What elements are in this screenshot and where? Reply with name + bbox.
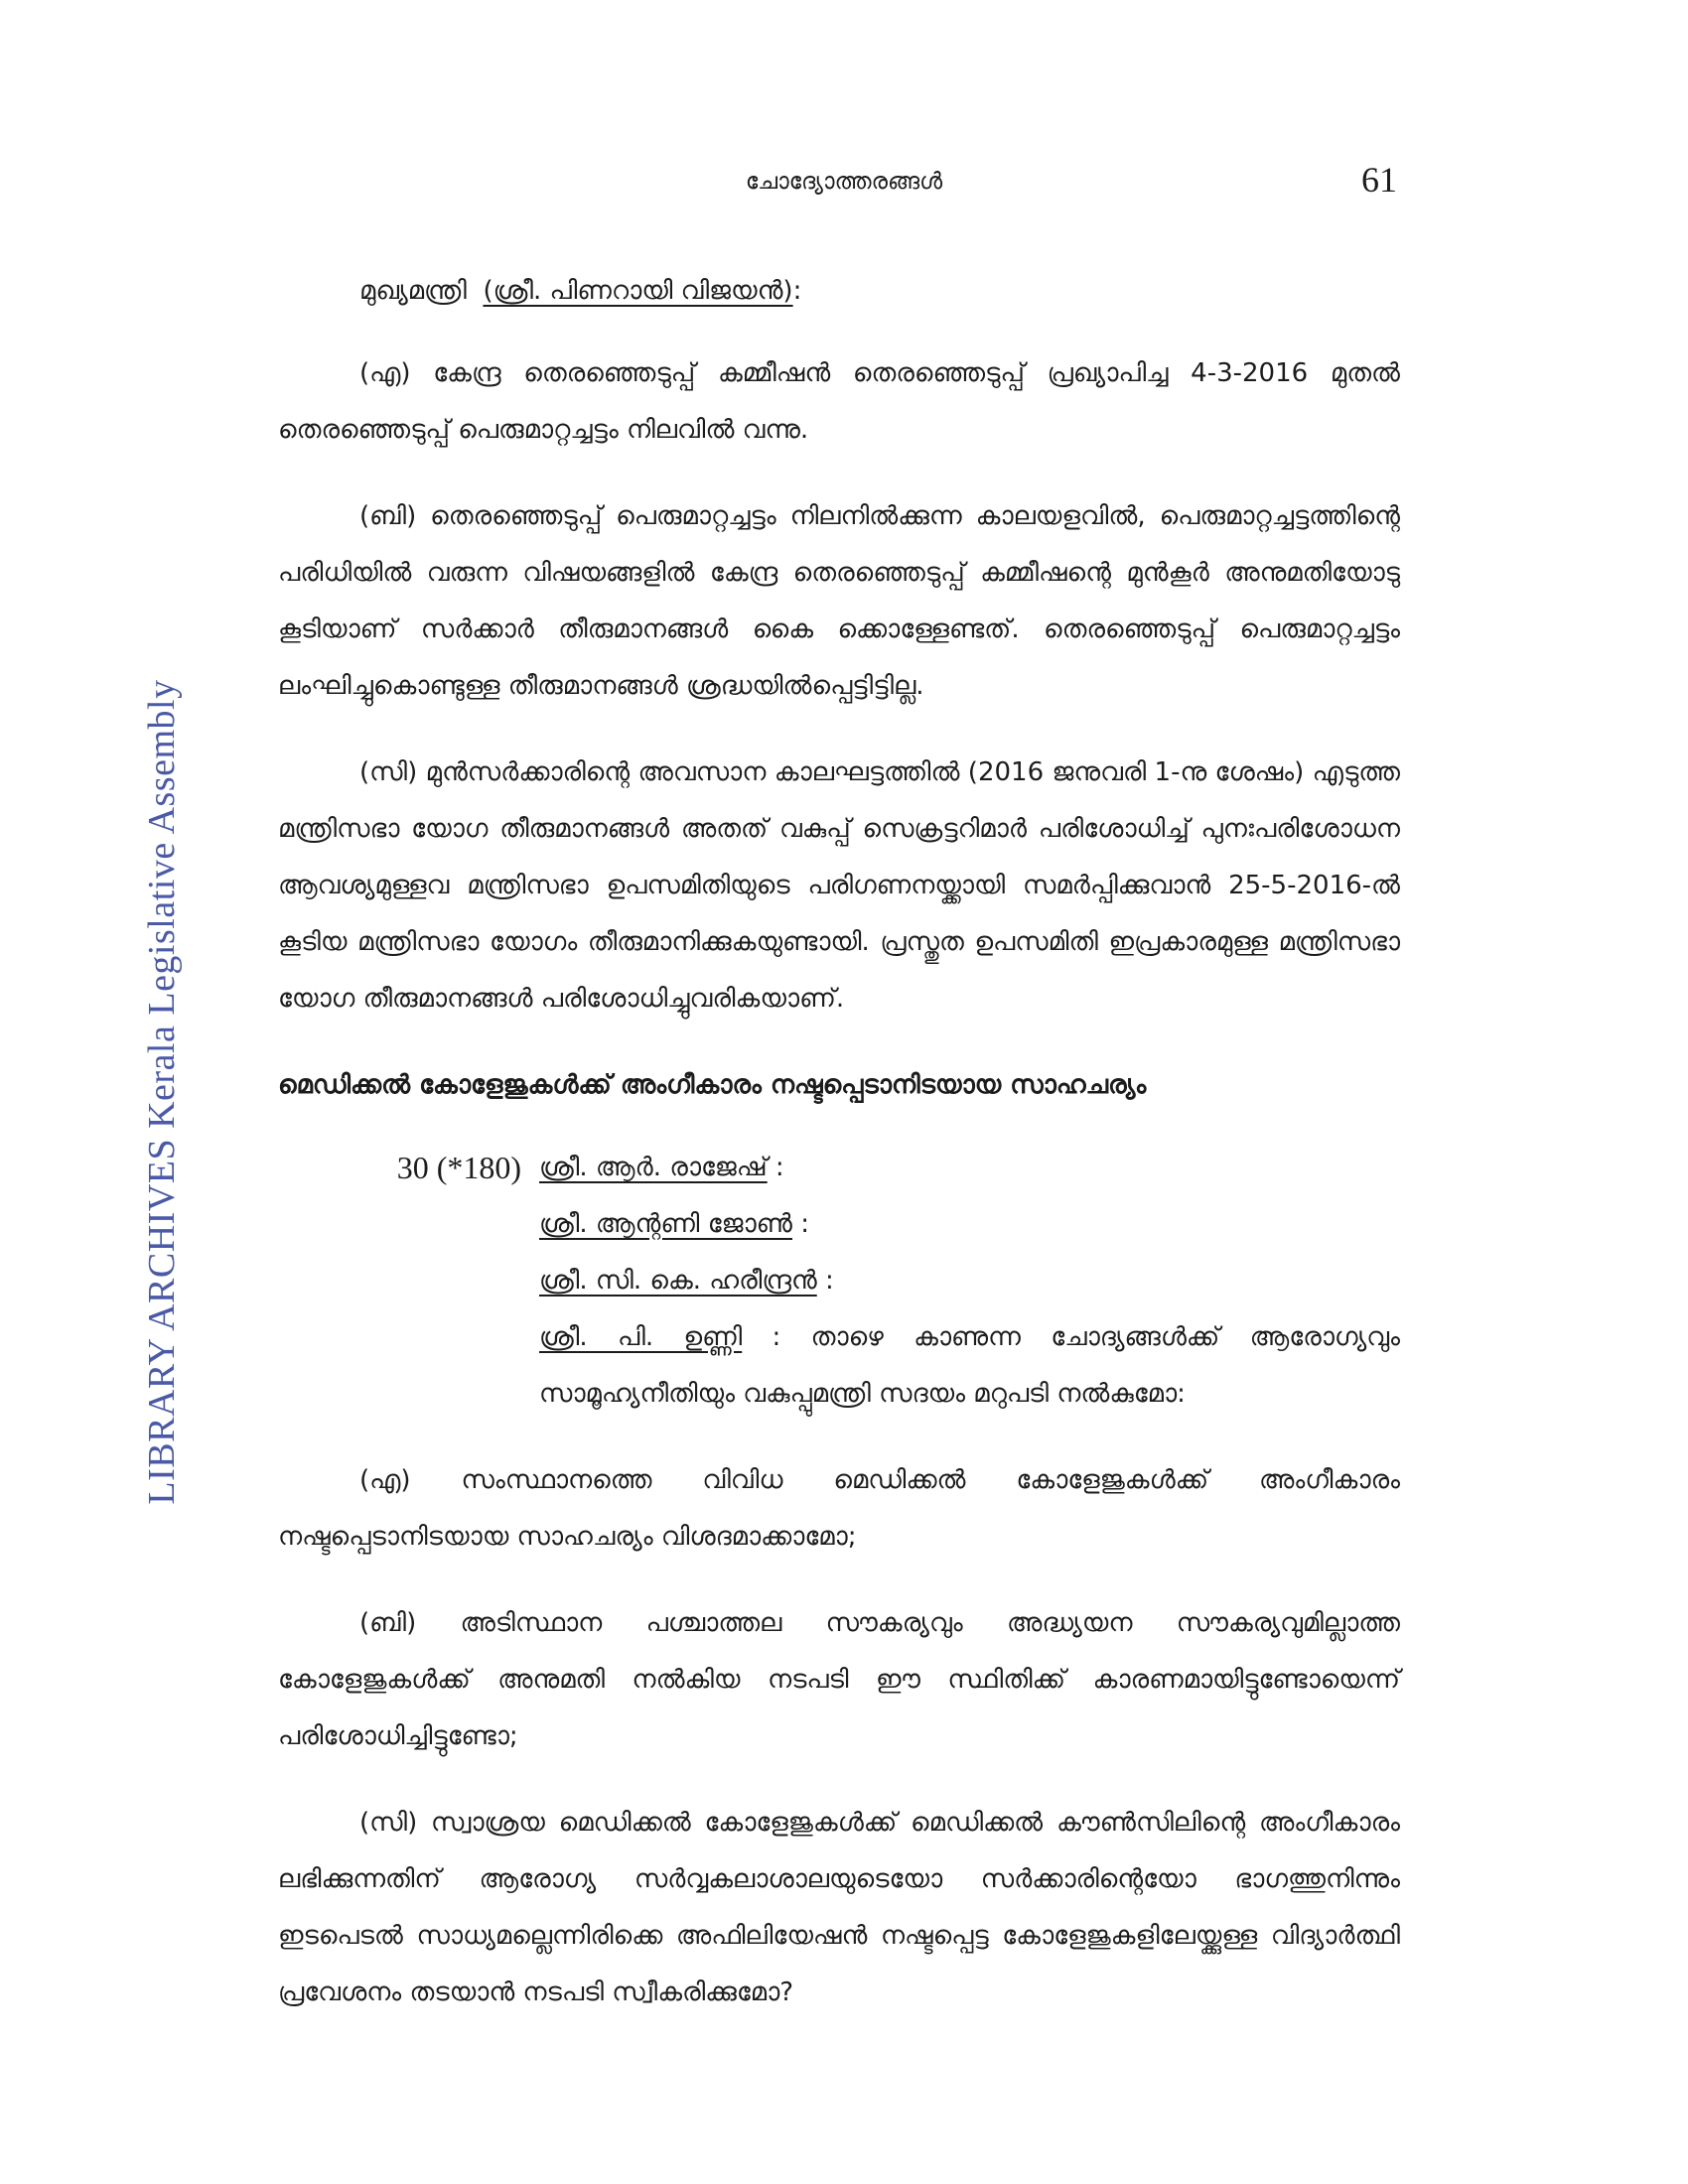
question-heading: മെഡിക്കൽ കോളേജുകൾക്ക് അംഗീകാരം നഷ്ടപ്പെടാനിടയായ സാഹചര്യം xyxy=(278,1070,1147,1100)
answer-part-b: (ബി) തെരഞ്ഞെടുപ്പ് പെരുമാറ്റച്ചട്ടം നിലനിൽക്കുന്ന കാലയളവിൽ, പെരുമാറ്റച്ചട്ടത്തിന്റെ പരിധിയിൽ വരുന്ന വിഷയങ്ങളിൽ കേന്ദ്ര തെരഞ്ഞെടുപ്പ് കമ്മീഷന്റെ മുൻകൂർ അനുമതിയോടു കൂടിയാണ് സർക്കാർ തീരുമാനങ്ങൾ കൈ ക്കൊള്ളേണ്ടത്. തെരഞ്ഞെടുപ്പ് പെരുമാറ്റച്ചട്ടം ലംഘിച്ചുകൊണ്ടുള്ള തീരുമാനങ്ങൾ ശ്രദ്ധയിൽപ്പെട്ടിട്ടില്ല. xyxy=(278,501,1400,701)
running-header-title: ചോദ്യോത്തരങ്ങൾ xyxy=(745,169,943,195)
question-part-a: (എ) സംസ്ഥാനത്തെ വിവിധ മെഡിക്കൽ കോളേജുകൾക്ക് അംഗീകാരം നഷ്ടപ്പെടാനിടയായ സാഹചര്യം വിശദമാക്കാമോ; xyxy=(278,1465,1400,1552)
answer-speaker xyxy=(278,263,1400,320)
member-suffix: : xyxy=(816,1266,834,1296)
member-name: ശ്രീ. ആന്റണി ജോൺ xyxy=(539,1209,793,1239)
member-name: ശ്രീ. ആർ. രാജേഷ് xyxy=(539,1153,768,1182)
member-name: ശ്രീ. സി. കെ. ഹരീന്ദ്രൻ xyxy=(539,1266,817,1296)
question-intro xyxy=(278,1309,1400,1423)
question-part-c: (സി) സ്വാശ്രയ മെഡിക്കൽ കോളേജുകൾക്ക് മെഡിക്കൽ കൗൺസിലിന്റെ അംഗീകാരം ലഭിക്കുന്നതിന് ആരോഗ്യ സർവ്വകലാശാലയുടെയോ സർക്കാരിന്റെയോ ഭാഗത്തുനിന്നും ഇടപെടൽ സാധ്യമല്ലെന്നിരിക്കെ അഫിലിയേഷൻ നഷ്ടപ്പെട്ട കോളേജുകളിലേയ്ക്കുള്ള വിദ്യാർത്ഥി പ്രവേശനം തടയാൻ നടപടി സ്വീകരിക്കുമോ? xyxy=(278,1808,1400,2007)
question-member-row xyxy=(278,1253,1400,1309)
speaker-name: (ശ്രീ. പിണറായി വിജയൻ) xyxy=(483,276,793,306)
speaker-role: മുഖ്യമന്ത്രി xyxy=(359,276,467,306)
member-suffix: : xyxy=(792,1209,810,1239)
page-body xyxy=(278,263,1400,2051)
member-name: ശ്രീ. പി. ഉണ്ണി xyxy=(539,1322,743,1352)
question-part-b: (ബി) അടിസ്ഥാന പശ്ചാത്തല സൗകര്യവും അദ്ധ്യയന സൗകര്യവുമില്ലാത്ത കോളേജുകൾക്ക് അനുമതി നൽകിയ നടപടി ഈ സ്ഥിതിക്ക് കാരണമായിട്ടുണ്ടോയെന്ന് പരിശോധിച്ചിട്ടുണ്ടോ; xyxy=(278,1608,1400,1751)
archive-watermark: LIBRARY ARCHIVES Kerala Legislative Assembly xyxy=(141,679,183,1505)
question-intro-text: : താഴെ കാണുന്ന ചോദ്യങ്ങൾക്ക് ആരോഗ്യവും സാമൂഹ്യനീതിയും വകുപ്പുമന്ത്രി സദയം മറുപടി നൽകുമോ: xyxy=(539,1322,1400,1409)
question-member-row xyxy=(278,1196,1400,1253)
question-number: 30 (*180) xyxy=(396,1150,521,1185)
answer-part-c: (സി) മുൻസർക്കാരിന്റെ അവസാന കാലഘട്ടത്തിൽ (2016 ജനുവരി 1-നു ശേഷം) എടുത്ത മന്ത്രിസഭാ യോഗ തീരുമാനങ്ങൾ അതത് വകുപ്പ് സെക്രട്ടറിമാർ പരിശോധിച്ച് പുനഃപരിശോധന ആവശ്യമുള്ളവ മന്ത്രിസഭാ ഉപസമിതിയുടെ പരിഗണനയ്ക്കായി സമർപ്പിക്കുവാൻ 25-5-2016-ൽ കൂടിയ മന്ത്രിസഭാ യോഗം തീരുമാനിക്കുകയുണ്ടായി. പ്രസ്തുത ഉപസമിതി ഇപ്രകാരമുള്ള മന്ത്രിസഭാ യോഗ തീരുമാനങ്ങൾ പരിശോധിച്ചുവരികയാണ്. xyxy=(278,757,1400,1014)
answer-part-a: (എ) കേന്ദ്ര തെരഞ്ഞെടുപ്പ് കമ്മീഷൻ തെരഞ്ഞെടുപ്പ് പ്രഖ്യാപിച്ച 4-3-2016 മുതൽ തെരഞ്ഞെടുപ്പ് പെരുമാറ്റച്ചട്ടം നിലവിൽ വന്നു. xyxy=(278,358,1400,445)
member-suffix: : xyxy=(767,1153,784,1182)
page-number: 61 xyxy=(1361,160,1397,200)
speaker-suffix: : xyxy=(792,276,802,306)
question-member-row xyxy=(278,1140,1400,1196)
